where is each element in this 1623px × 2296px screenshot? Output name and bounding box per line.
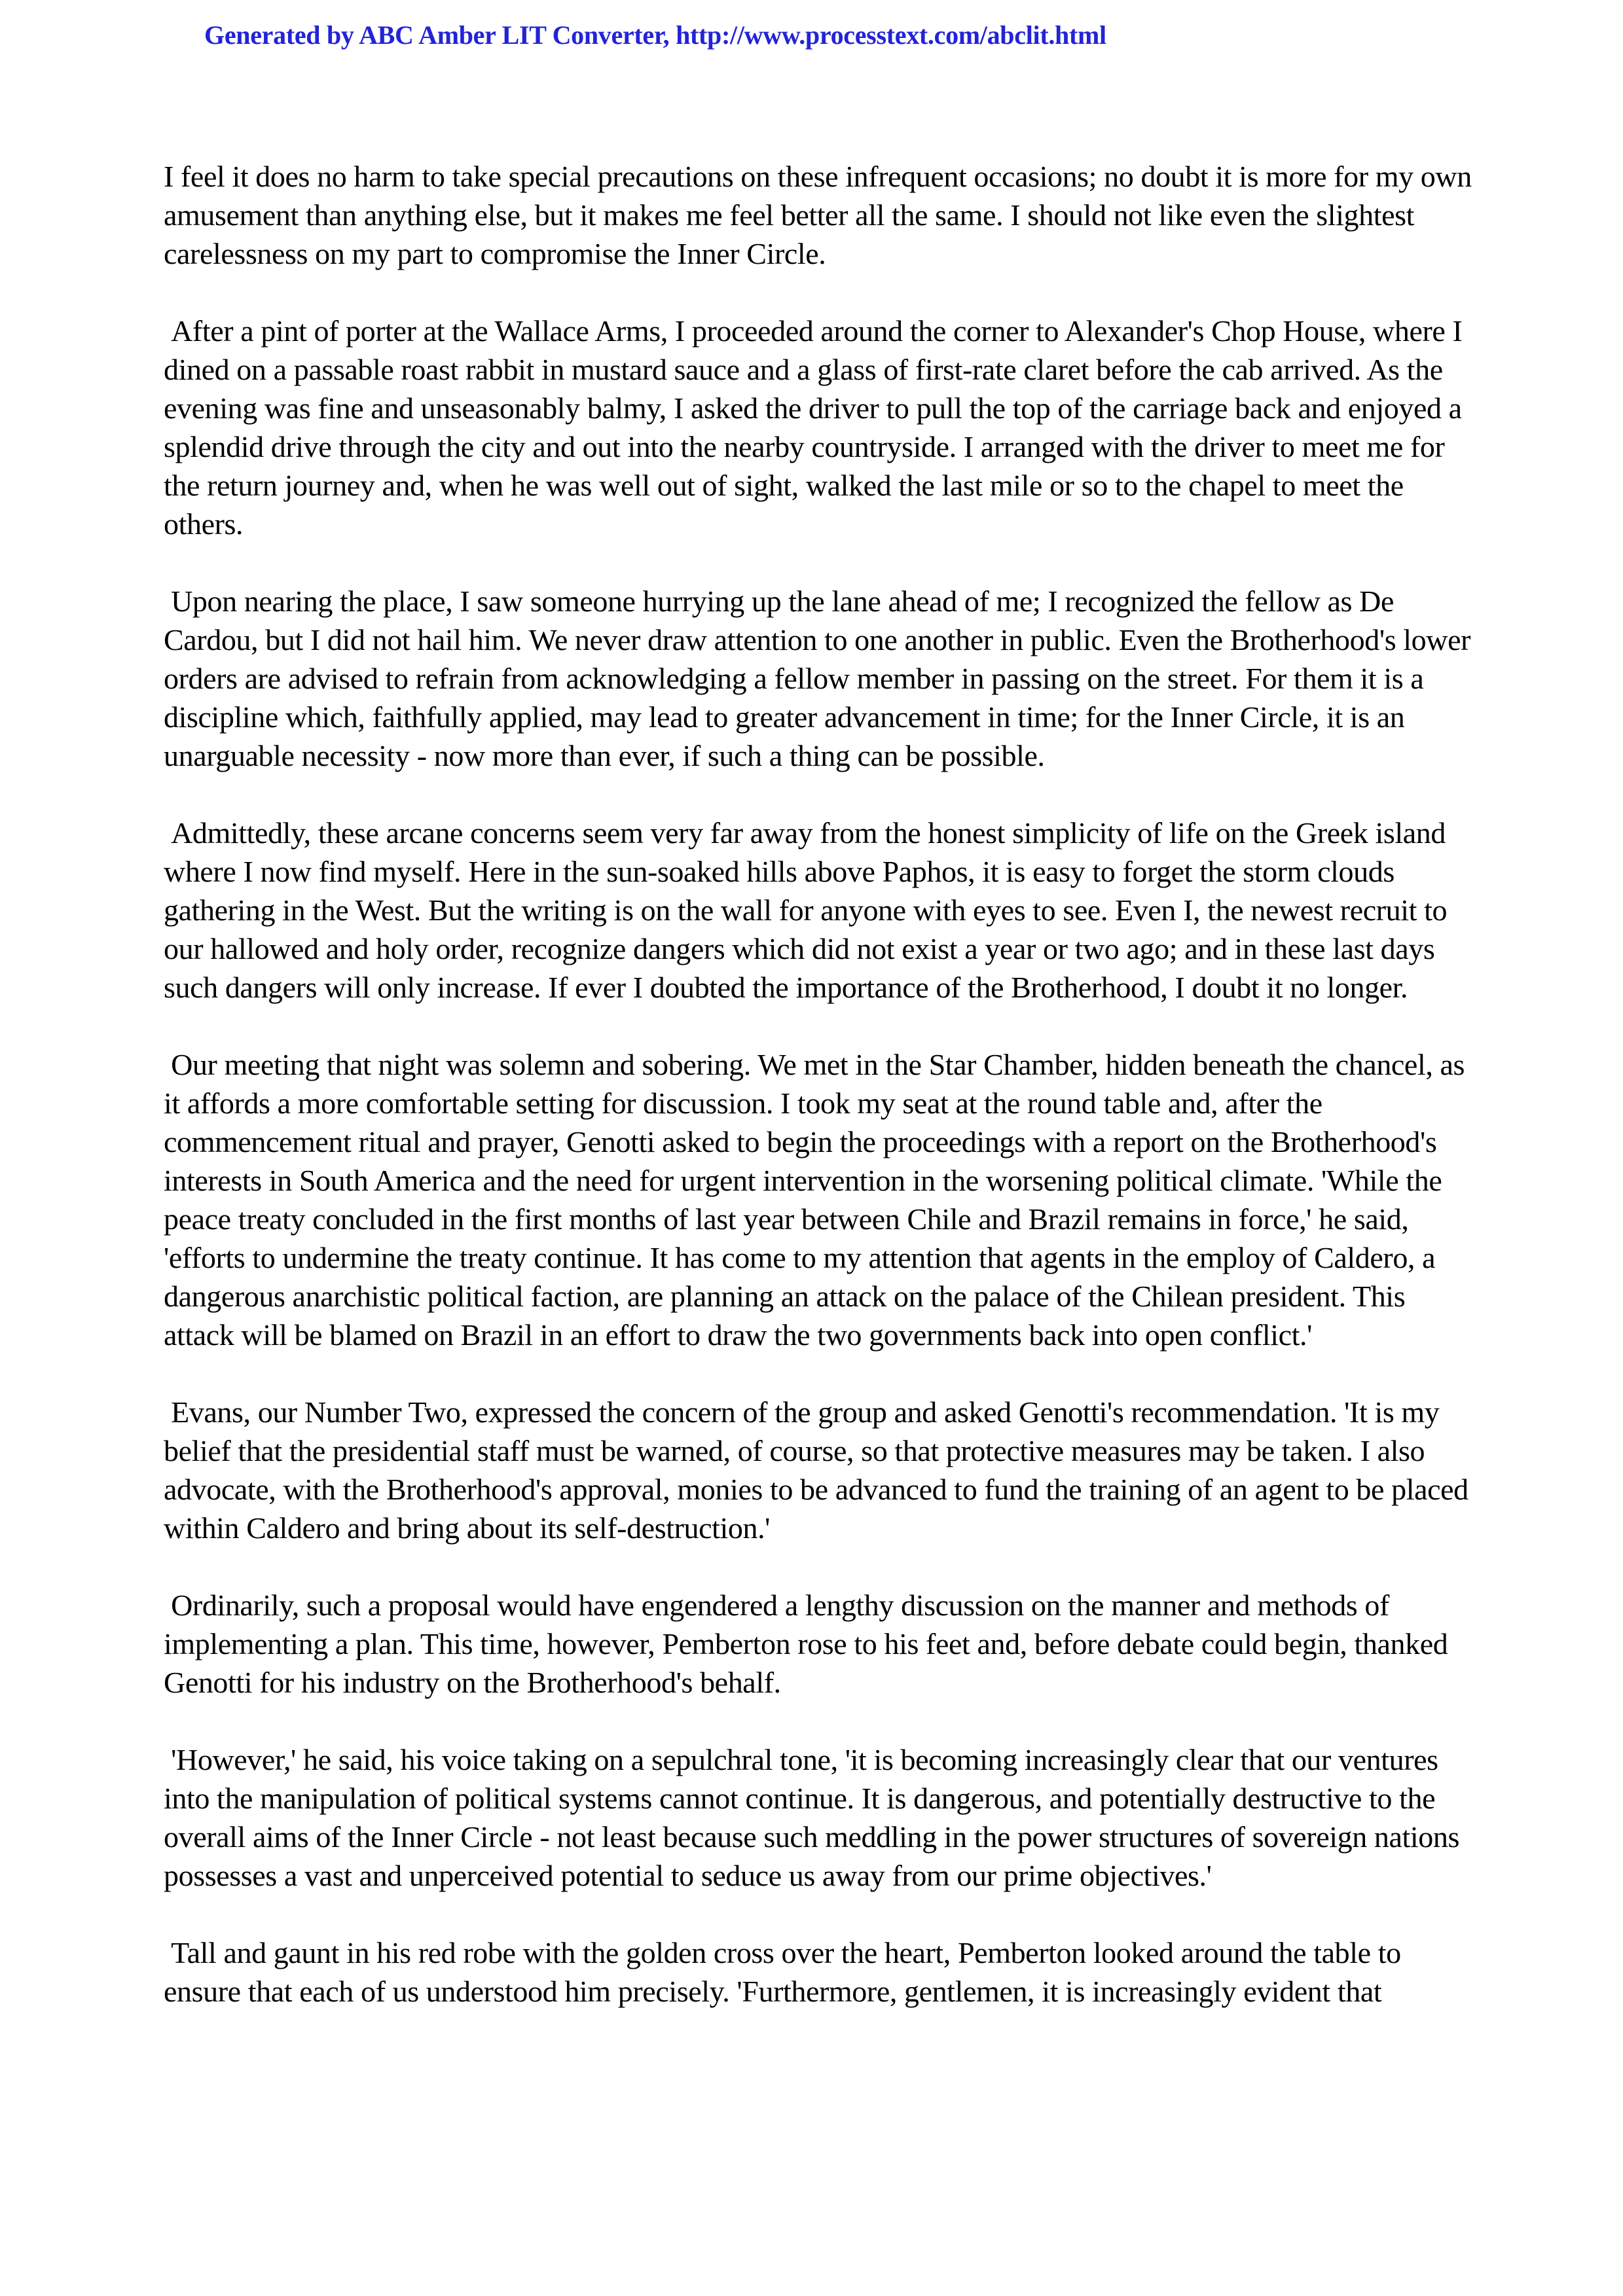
paragraph-8: 'However,' he said, his voice taking on a sepulchral tone, 'it is becoming increasingly clear that our ventures into the manipulation of political systems cannot continue. It is dangerous, and potentially destructive to the overall aims of the Inner Circle - not least because such meddling in the power structures of sovereign nations possesses a vast and unperceived potential to seduce us away from our prime objectives.' [164,1743,1467,1892]
converter-header: Generated by ABC Amber LIT Converter, http://www.processtext.com/abclit.html [204,20,1106,50]
paragraph-9: Tall and gaunt in his red robe with the golden cross over the heart, Pemberton looked around the table to ensure that each of us understood him precisely. 'Furthermore, gentlemen, it is increasingly evident that [164,1936,1408,2008]
paragraph-4: Admittedly, these arcane concerns seem very far away from the honest simplicity of life on the Greek island where I now find myself. Here in the sun-soaked hills above Paphos, it is easy to forget the storm clouds gathering in the West. But the writing is on the wall for anyone with eyes to see. Even I, the newest recruit to our hallowed and holy order, recognize dangers which did not exist a year or two ago; and in these last days such dangers will only increase. If ever I doubted the importance of the Brotherhood, I doubt it no longer. [164,816,1455,1004]
paragraph-1: I feel it does no harm to take special precautions on these infrequent occasions; no doubt it is more for my own amusement than anything else, but it makes me feel better all the same. I should not like even the slightest carelessness on my part to compromise the Inner Circle. [164,160,1479,270]
paragraph-2: After a pint of porter at the Wallace Arms, I proceeded around the corner to Alexander's Chop House, where I dined on a passable roast rabbit in mustard sauce and a glass of first-rate claret before the cab arrived. As the evening was fine and unseasonably balmy, I asked the driver to pull the top of the carriage back and enjoyed a splendid drive through the city and out into the nearby countryside. I arranged with the driver to meet me for the return journey and, when he was well out of sight, walked the last mile or so to the chapel to meet the others. [164,314,1470,541]
paragraph-5: Our meeting that night was solemn and sobering. We met in the Star Chamber, hidden beneath the chancel, as it affords a more comfortable setting for discussion. I took my seat at the round table and, after the commencement ritual and prayer, Genotti asked to begin the proceedings with a report on the Brotherhood's interests in South America and the need for urgent intervention in the worsening political climate. 'While the peace treaty concluded in the first months of last year between Chile and Brazil remains in force,' he said, 'efforts to undermine the treaty continue. It has come to my attention that agents in the employ of Caldero, a dangerous anarchistic political faction, are planning an attack on the palace of the Chilean president. This attack will be blamed on Brazil in an effort to draw the two governments back into open conflict.' [164,1048,1472,1352]
paragraph-6: Evans, our Number Two, expressed the concern of the group and asked Genotti's recommendation. 'It is my belief that the presidential staff must be warned, of course, so that protective measures may be taken. I also advocate, with the Brotherhood's approval, monies to be advanced to fund the training of an agent to be placed within Caldero and bring about its self-destruction.' [164,1395,1476,1545]
paragraph-3: Upon nearing the place, I saw someone hurrying up the lane ahead of me; I recognized the fellow as De Cardou, but I did not hail him. We never draw attention to one another in public. Even the Brotherhood's lower orders are advised to refrain from acknowledging a fellow member in passing on the street. For them it is a discipline which, faithfully applied, may lead to greater advancement in time; for the Inner Circle, it is an unarguable necessity - now more than ever, if such a thing can be possible. [164,584,1478,772]
paragraph-7: Ordinarily, such a proposal would have engendered a lengthy discussion on the manner and methods of implementing a plan. This time, however, Pemberton rose to his feet and, before debate could begin, thanked Genotti for his industry on the Brotherhood's behalf. [164,1588,1455,1699]
document-body [164,157,1479,2049]
